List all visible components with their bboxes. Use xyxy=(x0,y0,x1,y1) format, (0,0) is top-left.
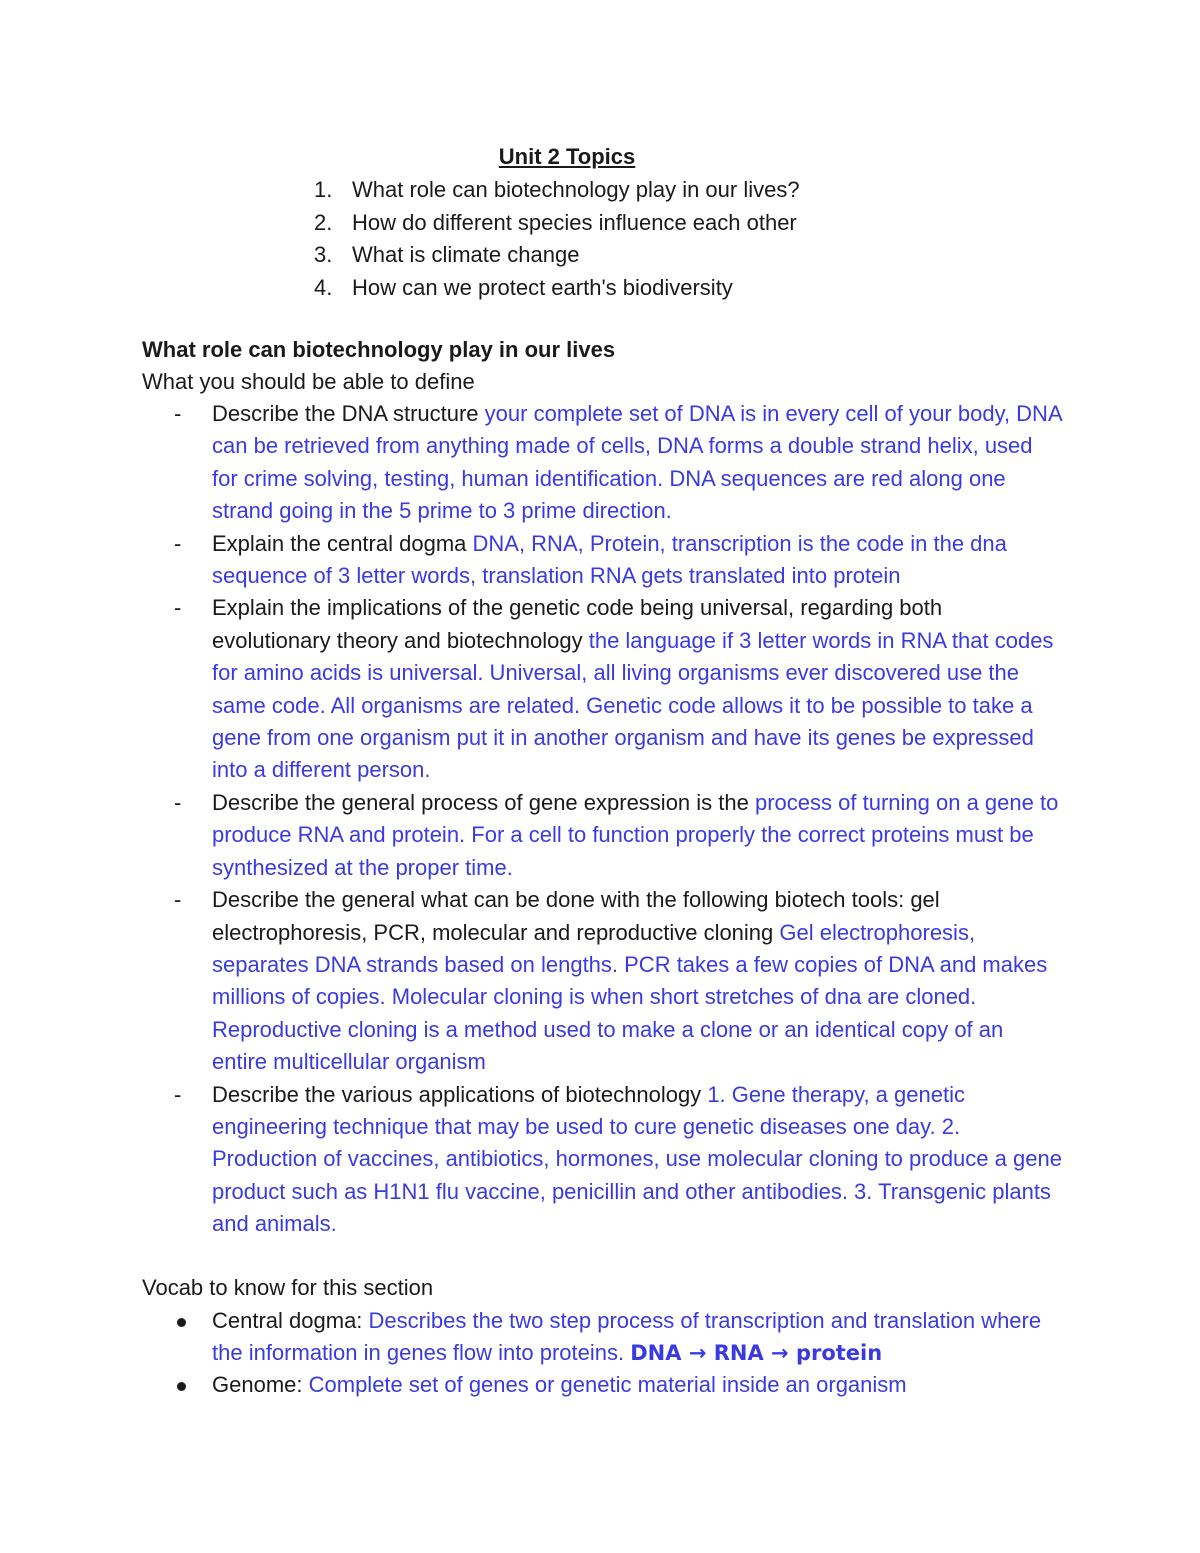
objectives-list xyxy=(142,398,1062,1241)
list-item xyxy=(142,1305,1062,1369)
vocab-list xyxy=(142,1305,1062,1402)
objective-answer: Gel electrophoresis, separates DNA strands based on lengths. PCR takes a few copies of DNA and makes millions of copies. Molecular cloning is when short stretches of dna are cloned. Reproductive cloning is a method used to make a clone or an identical copy of an entire multicellular organism xyxy=(212,919,1048,1075)
dash-marker: - xyxy=(174,530,182,556)
objective-answer: DNA, RNA, Protein, transcription is the code in the dna sequence of 3 letter words, translation RNA gets translated into protein xyxy=(212,530,1007,589)
list-item xyxy=(142,528,1062,593)
list-number: 1. xyxy=(314,177,333,202)
dash-marker: - xyxy=(174,595,182,621)
list-item xyxy=(142,1079,1062,1241)
list-item xyxy=(142,787,1062,884)
dash-marker: - xyxy=(174,887,182,913)
list-item xyxy=(314,207,800,240)
central-dogma-flow: DNA → RNA → protein xyxy=(630,1341,883,1366)
vocab-heading: Vocab to know for this section xyxy=(142,1275,434,1300)
page-title: Unit 2 Topics xyxy=(498,144,636,169)
bullet-icon xyxy=(177,1318,186,1327)
objective-answer: 1. Gene therapy, a genetic engineering technique that may be used to cure genetic diseases one day. 2. Production of vaccines, antibiotics, hormones, use molecular cloning to produce a gene product such as H1N1 flu vaccine, penicillin and other antibodies. 3. Transgenic plants and animals. xyxy=(212,1081,1062,1237)
objective-prompt: Explain the central dogma xyxy=(212,530,467,556)
vocab-term: Central dogma: xyxy=(212,1308,363,1333)
list-number: 2. xyxy=(314,209,333,235)
list-item xyxy=(142,398,1062,528)
vocab-definition: Complete set of genes or genetic material inside an organism xyxy=(308,1372,907,1398)
section-subheading: What you should be able to define xyxy=(142,369,475,394)
objective-prompt: Explain the implications of the genetic code being universal, regarding both evolutionary theory and biotechnology xyxy=(212,595,943,653)
topic-text: How can we protect earth's biodiversity xyxy=(352,274,733,300)
list-item xyxy=(142,884,1062,1078)
list-item xyxy=(314,174,800,207)
vocab-term: Genome: xyxy=(212,1372,303,1398)
section-heading: What role can biotechnology play in our lives xyxy=(142,337,616,362)
list-item xyxy=(314,239,800,272)
topic-text: What role can biotechnology play in our lives? xyxy=(352,177,800,202)
list-item xyxy=(314,272,800,305)
objective-prompt: Describe the various applications of biotechnology xyxy=(212,1081,702,1107)
objective-prompt: Describe the DNA structure xyxy=(212,401,479,426)
list-item xyxy=(142,1369,1062,1401)
objective-answer: process of turning on a gene to produce RNA and protein. For a cell to function properly the correct proteins must be synthesized at the proper time. xyxy=(212,789,1059,880)
objective-prompt: Describe the general process of gene expression is the xyxy=(212,789,749,815)
dash-marker: - xyxy=(174,401,182,426)
topic-text: What is climate change xyxy=(352,242,580,267)
topic-text: How do different species influence each other xyxy=(352,209,797,235)
list-number: 3. xyxy=(314,242,333,267)
vocab-definition: Describes the two step process of transcription and translation where the information in genes flow into proteins. xyxy=(212,1308,1042,1366)
objective-prompt: Describe the general what can be done with the following biotech tools: gel electrophoresis, PCR, molecular and reproductive cloning xyxy=(212,887,940,945)
bullet-icon xyxy=(177,1382,186,1391)
list-number: 4. xyxy=(314,274,333,300)
dash-marker: - xyxy=(174,789,182,815)
objective-answer: your complete set of DNA is in every cell of your body, DNA can be retrieved from anything made of cells, DNA forms a double strand helix, used for crime solving, testing, human identification. DNA sequences are red along one strand going in the 5 prime to 3 prime direction. xyxy=(212,401,1062,524)
dash-marker: - xyxy=(174,1081,182,1107)
topics-list xyxy=(314,174,800,304)
objective-answer: the language if 3 letter words in RNA that codes for amino acids is universal. Universal, all living organisms ever discovered use the same code. All organisms are related. Genetic code allows it to be possible to take a gene from one organism put it in another organism and have its genes be expressed into a different person. xyxy=(212,627,1054,783)
list-item xyxy=(142,592,1062,786)
